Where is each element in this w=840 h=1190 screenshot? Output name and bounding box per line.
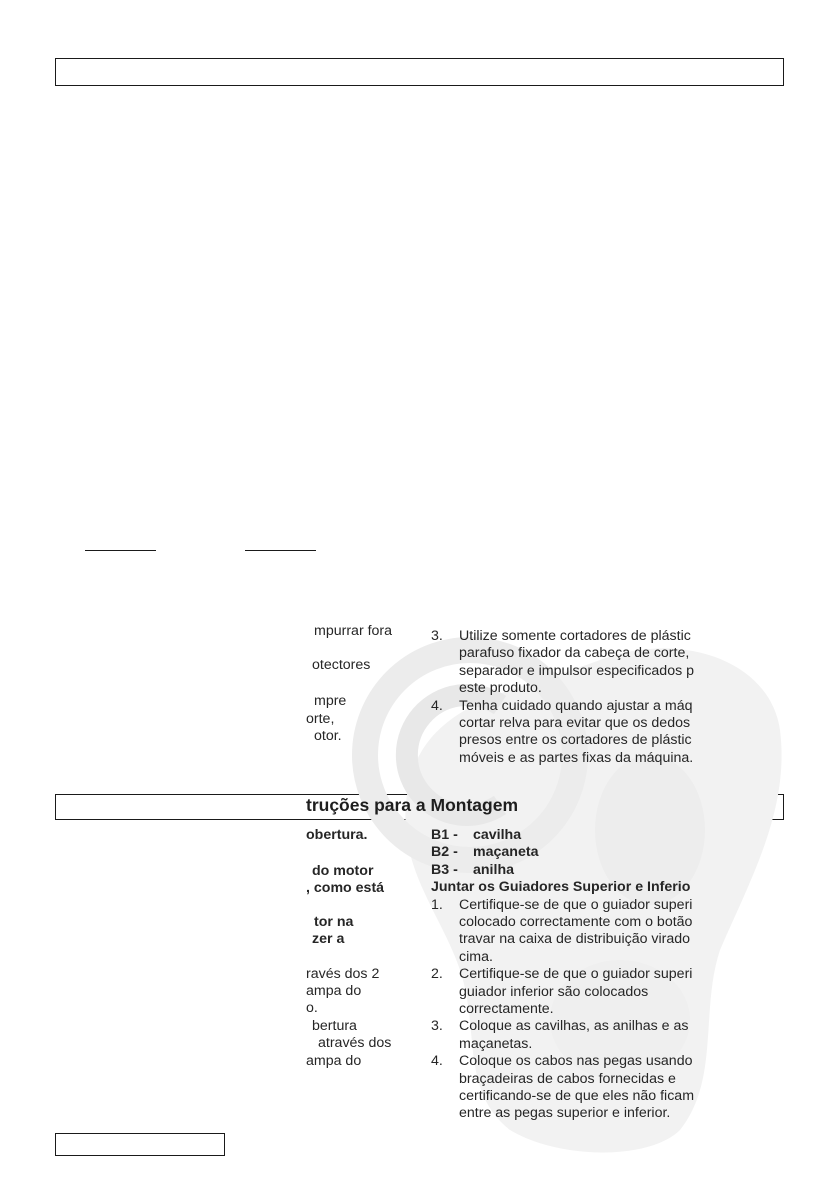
text-fragment: bertura bbox=[312, 1018, 357, 1034]
text-fragment: zer a bbox=[312, 931, 345, 947]
text-fragment: mpurrar fora bbox=[314, 623, 393, 639]
step-text: guiador inferior são colocados bbox=[459, 983, 649, 1000]
list-item-text: Utilize somente cortadores de plástic bbox=[459, 628, 691, 644]
part-name: maçaneta bbox=[473, 844, 539, 861]
text-fragment: ravés dos 2 bbox=[306, 966, 380, 982]
text-fragment: ampa do bbox=[306, 1053, 362, 1069]
list-item-text: Tenha cuidado quando ajustar a máq bbox=[459, 697, 693, 714]
step-number: 2. bbox=[431, 966, 443, 983]
step-text: Certifique-se de que o guiador superi bbox=[459, 896, 693, 913]
underline-left bbox=[85, 550, 156, 551]
header-frame bbox=[55, 58, 784, 86]
text-fragment: através dos bbox=[318, 1035, 392, 1051]
step-text: Coloque as cavilhas, as anilhas e as bbox=[459, 1018, 689, 1035]
text-fragment: , como está bbox=[306, 880, 385, 896]
step-number: 1. bbox=[431, 896, 443, 913]
step-number: 4. bbox=[431, 1053, 443, 1070]
text-fragment: obertura. bbox=[306, 827, 368, 843]
text-fragment: otectores bbox=[312, 657, 371, 673]
step-text: braçadeiras de cabos fornecidas e bbox=[459, 1070, 676, 1087]
list-item-text: móveis e as partes fixas da máquina. bbox=[459, 749, 694, 766]
part-code: B1 - bbox=[431, 827, 458, 843]
step-text: cima. bbox=[459, 948, 493, 965]
text-fragment: ampa do bbox=[306, 983, 362, 999]
footer-frame bbox=[55, 1133, 225, 1156]
section-title: truções para a Montagem bbox=[306, 795, 518, 815]
list-number: 3. bbox=[431, 628, 443, 644]
text-fragment: orte, bbox=[306, 711, 335, 727]
step-text: Coloque os cabos nas pegas usando bbox=[459, 1053, 693, 1070]
part-code: B2 - bbox=[431, 844, 458, 861]
step-text: correctamente. bbox=[459, 1001, 554, 1017]
step-text: certificando-se de que eles não ficam bbox=[459, 1088, 695, 1104]
list-item-text: separador e impulsor especificados p bbox=[459, 662, 695, 679]
list-item-text: presos entre os cortadores de plástic bbox=[459, 732, 692, 749]
part-name: cavilha bbox=[473, 827, 522, 843]
text-fragment: o. bbox=[306, 1000, 318, 1016]
list-item-text: cortar relva para evitar que os dedos bbox=[459, 715, 691, 731]
text-fragment: do motor bbox=[312, 863, 374, 879]
text-fragment: tor na bbox=[314, 914, 354, 930]
underline-right bbox=[245, 550, 316, 551]
part-name: anilha bbox=[473, 861, 514, 878]
step-text: Certifique-se de que o guiador superi bbox=[459, 966, 693, 983]
safety-list-column bbox=[431, 627, 731, 772]
list-item-text: parafuso fixador da cabeça de corte, bbox=[459, 645, 690, 662]
text-fragment: mpre bbox=[314, 693, 347, 709]
assembly-column bbox=[431, 826, 731, 1126]
step-text: maçanetas. bbox=[459, 1035, 533, 1052]
step-text: colocado correctamente com o botão bbox=[459, 914, 693, 930]
part-code: B3 - bbox=[431, 861, 458, 878]
list-number: 4. bbox=[431, 697, 443, 714]
step-text: entre as pegas superior e inferior. bbox=[459, 1105, 671, 1122]
step-number: 3. bbox=[431, 1018, 443, 1035]
text-fragment: otor. bbox=[314, 728, 342, 744]
step-text: travar na caixa de distribuição virado bbox=[459, 931, 691, 948]
list-item-text: este produto. bbox=[459, 680, 542, 697]
subheading: Juntar os Guiadores Superior e Inferio bbox=[431, 879, 691, 896]
